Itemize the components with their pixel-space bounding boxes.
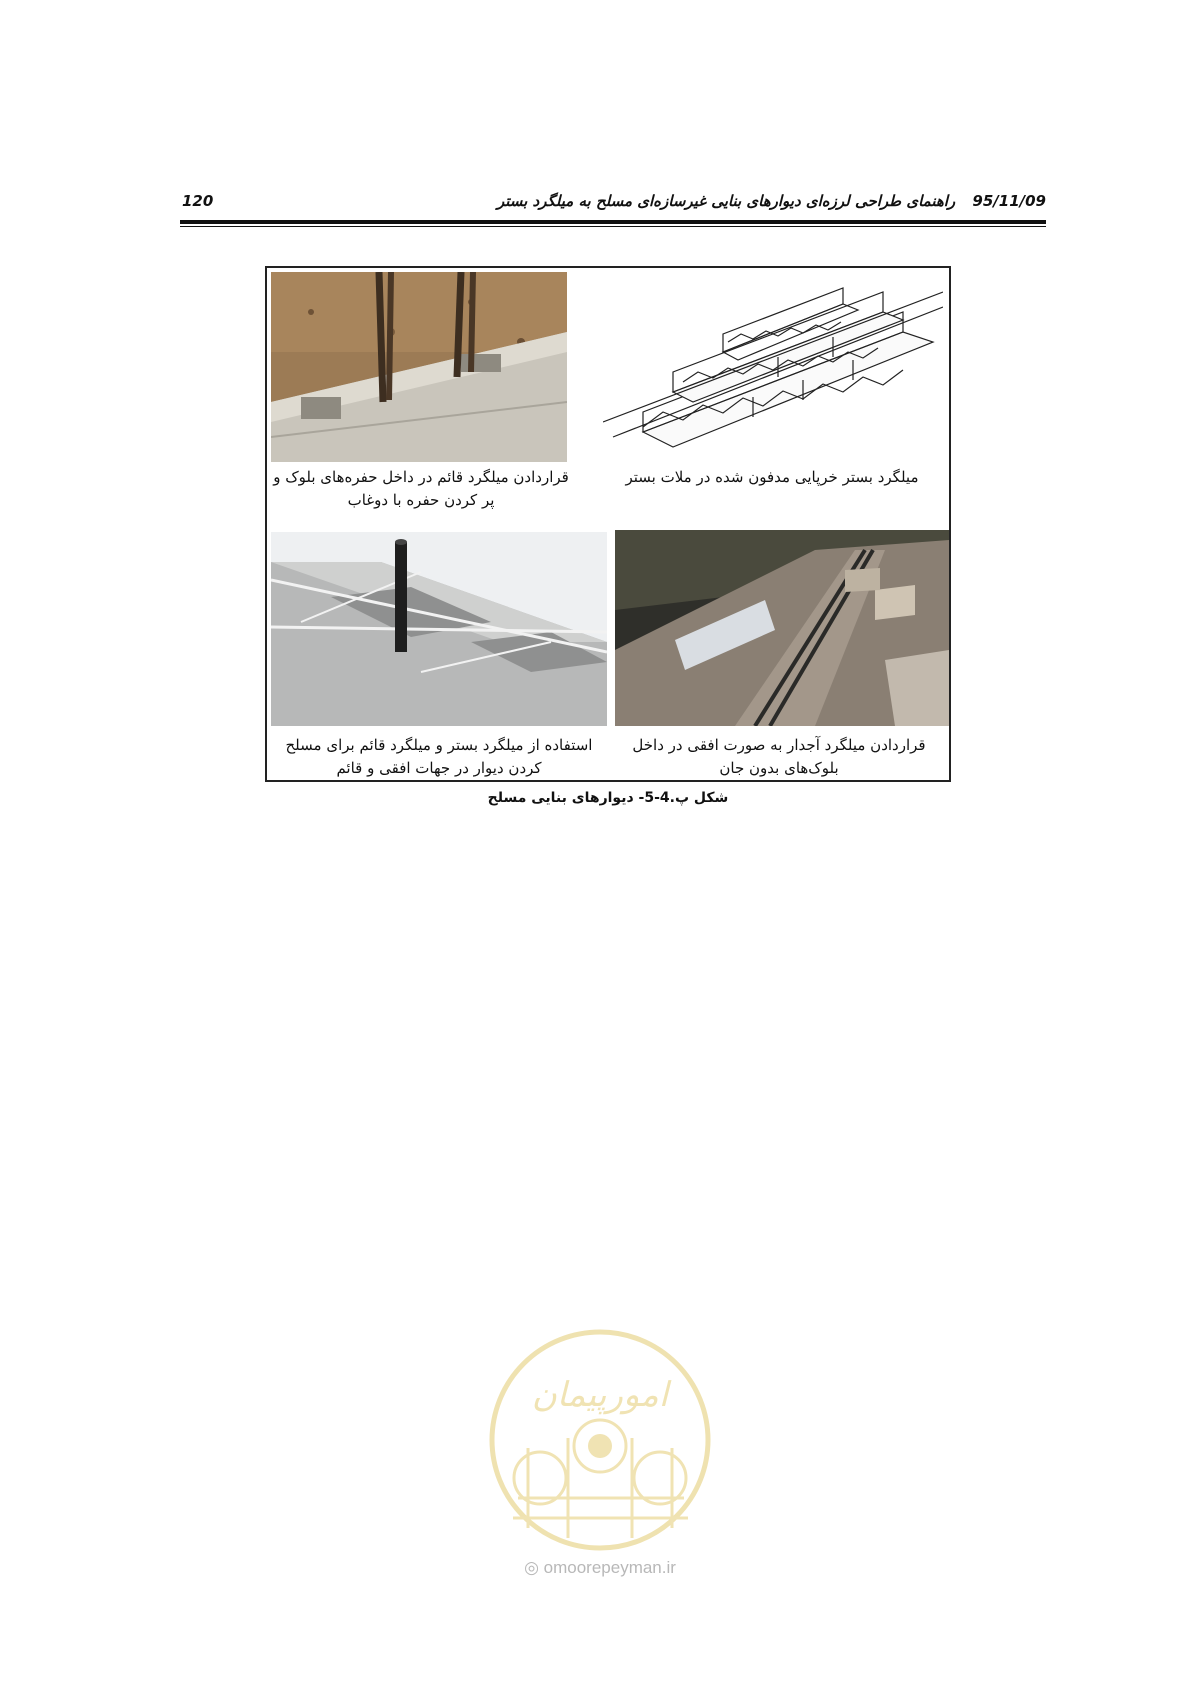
header-date: 95/11/09 (972, 192, 1046, 210)
page-number: 120 (182, 192, 214, 210)
caption-horizontal-rebar (607, 734, 951, 780)
running-title (497, 192, 1046, 210)
caption-horizontal-rebar-line1: قراردادن میلگرد آجدار به صورت افقی در داخل (632, 736, 926, 754)
caption-horizontal-rebar-line2: بلوک‌های بدون جان (719, 759, 839, 777)
caption-bed-joint-and-vertical-line2: کردن دیوار در جهات افقی و قائم (336, 759, 542, 777)
drawing-truss-bed-joint-reinforcement (603, 272, 943, 462)
caption-truss-bed-joint (597, 466, 947, 489)
photo-vertical-rebar-in-block-cells (271, 272, 567, 462)
figure-frame (265, 266, 951, 782)
caption-bed-joint-and-vertical (271, 734, 607, 780)
watermark-site-text: omoorepeyman.ir (543, 1558, 676, 1577)
caption-truss-bed-joint-line1: میلگرد بستر خرپایی مدفون شده در ملات بستر (625, 468, 919, 486)
header-rule-thin (180, 226, 1046, 227)
seal-logo-text: امورپیمان (531, 1375, 669, 1415)
header-rule-thick (180, 220, 1046, 224)
header-title: راهنمای طراحی لرزه‌ای دیوارهای بنایی غیرسازه‌ای مسلح به میلگرد بستر (496, 192, 956, 210)
caption-vertical-rebar-line1: قراردادن میلگرد قائم در داخل حفره‌های بلوک و (273, 468, 569, 486)
caption-vertical-rebar (271, 466, 571, 512)
photo-horizontal-rebar-in-blocks (615, 530, 949, 726)
rendering-bed-joint-and-vertical-bar (271, 532, 607, 726)
caption-bed-joint-and-vertical-line1: استفاده از میلگرد بستر و میلگرد قائم برای مسلح (285, 736, 593, 754)
caption-vertical-rebar-line2: پر کردن حفره با دوغاب (347, 491, 495, 509)
watermark-site: ◎ omoorepeyman.ir (524, 1558, 676, 1577)
figure-caption: شکل پ.4-5- دیوارهای بنایی مسلح (487, 790, 729, 806)
watermark-seal (488, 1328, 712, 1552)
